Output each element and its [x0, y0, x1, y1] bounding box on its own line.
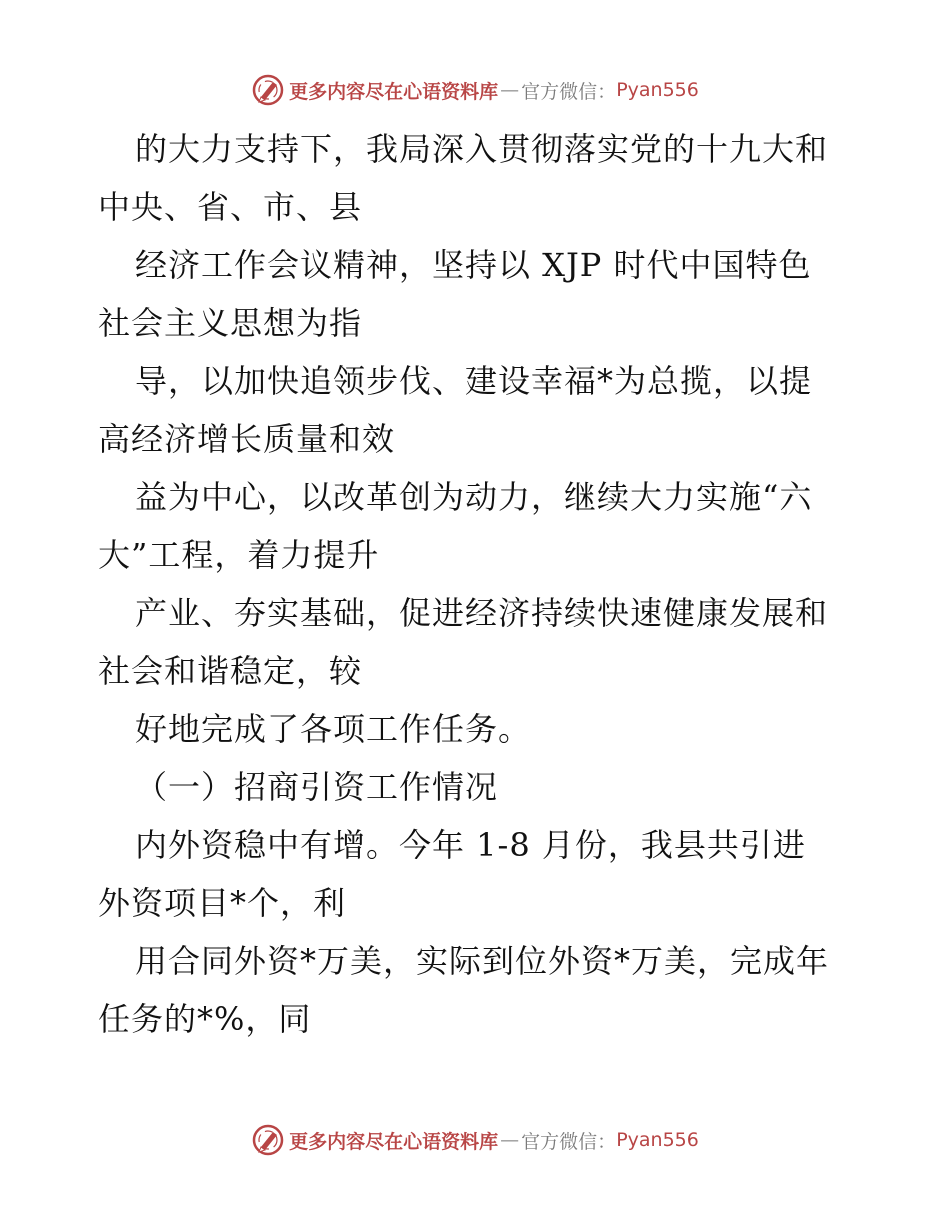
body-line: 高经济增长质量和效 — [98, 420, 396, 458]
header-banner — [0, 70, 950, 110]
banner-separator: — — [500, 1129, 520, 1151]
body-line: 产业、夯实基础，促进经济持续快速健康发展和 — [135, 594, 829, 632]
body-line: 经济工作会议精神，坚持以 XJP 时代中国特色 — [135, 246, 812, 284]
body-line: 用合同外资*万美，实际到位外资*万美，完成年 — [135, 942, 830, 980]
section-heading: （一）招商引资工作情况 — [135, 768, 499, 806]
footer-banner — [0, 1120, 950, 1160]
banner-wechat-id: Pyan556 — [616, 79, 699, 101]
banner-main-text: 更多内容尽在心语资料库 — [289, 80, 499, 103]
body-line: 社会主义思想为指 — [98, 304, 363, 342]
body-line: 导，以加快追领步伐、建设幸福*为总揽，以提 — [135, 362, 813, 400]
body-line: 的大力支持下，我局深入贯彻落实党的十九大和 — [135, 130, 829, 168]
body-line: 社会和谐稳定，较 — [98, 652, 363, 690]
body-line: 内外资稳中有增。今年 1-8 月份，我县共引进 — [135, 826, 806, 864]
body-line: 外资项目*个，利 — [98, 884, 347, 922]
banner-separator: — — [500, 79, 520, 101]
body-line: 大”工程，着力提升 — [98, 536, 380, 574]
banner-main-text: 更多内容尽在心语资料库 — [289, 1130, 499, 1153]
document-body — [98, 120, 858, 1048]
pen-logo-icon — [251, 73, 285, 107]
pen-logo-icon — [251, 1123, 285, 1157]
body-line: 中央、省、市、县 — [98, 188, 363, 226]
body-line: 任务的*%，同 — [98, 1000, 312, 1038]
body-line: 益为中心，以改革创为动力，继续大力实施“六 — [135, 478, 813, 516]
banner-sub-text: 官方微信： — [521, 80, 617, 103]
banner-wechat-id: Pyan556 — [616, 1129, 699, 1151]
body-line: 好地完成了各项工作任务。 — [135, 710, 532, 748]
banner-sub-text: 官方微信： — [521, 1130, 617, 1153]
